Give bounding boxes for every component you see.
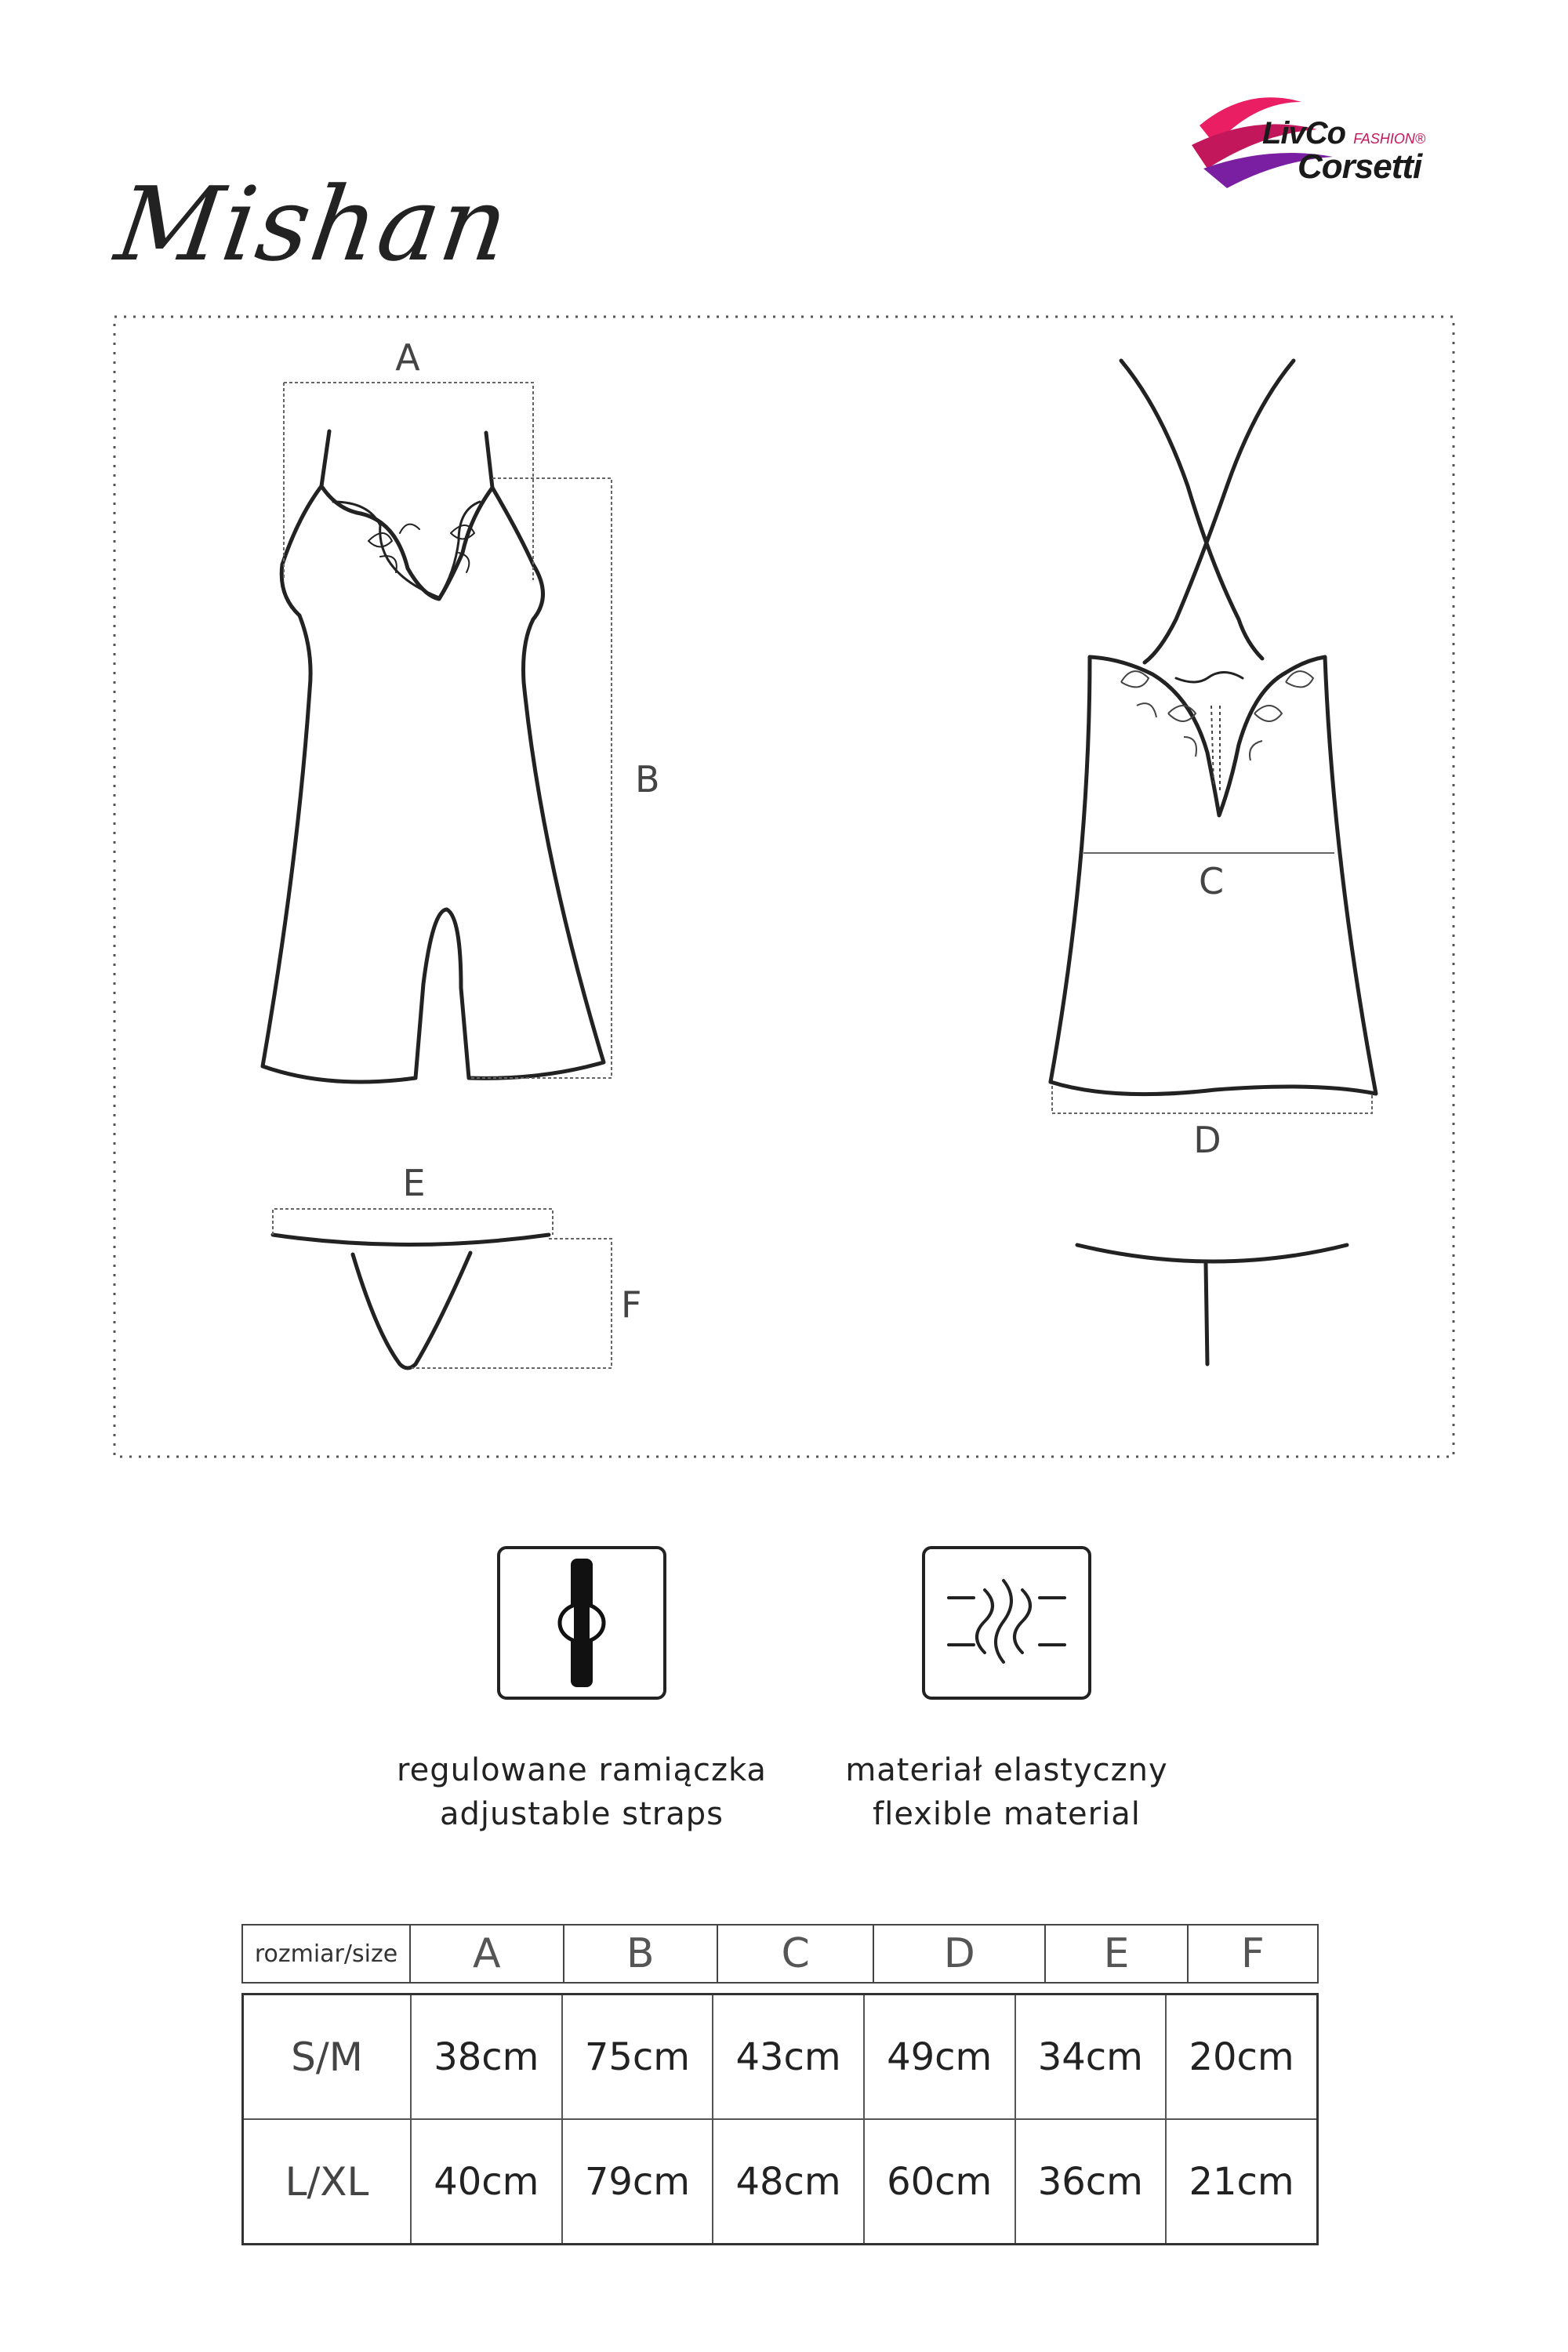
chemise-back-drawing — [1051, 361, 1376, 1094]
measure-cell: 43cm — [713, 1994, 864, 2120]
measure-cell: 36cm — [1015, 2119, 1167, 2245]
table-row — [243, 2119, 1318, 2245]
table-row — [242, 1925, 1318, 1983]
size-cell: S/M — [243, 1994, 412, 2120]
dimension-f-guide — [412, 1239, 612, 1368]
feature-label-pl: materiał elastyczny — [845, 1752, 1168, 1788]
header-cell: E — [1045, 1925, 1188, 1983]
feature-label-pl: regulowane ramiączka — [397, 1752, 767, 1788]
dimension-label-c: C — [1198, 860, 1225, 902]
header-cell: D — [873, 1925, 1045, 1983]
brand-fashion-tag: FASHION® — [1353, 131, 1426, 147]
dimension-b-guide — [469, 478, 612, 1078]
header-cell: rozmiar/size — [242, 1925, 410, 1983]
stretch-fabric-icon — [922, 1546, 1091, 1700]
dimension-label-f: F — [621, 1283, 642, 1326]
dimension-label-e: E — [402, 1162, 426, 1204]
brand-name-line2: Corsetti — [1298, 147, 1422, 186]
measure-cell: 49cm — [864, 1994, 1015, 2120]
feature-label-en: adjustable straps — [440, 1796, 724, 1832]
measure-cell: 60cm — [864, 2119, 1015, 2245]
measure-cell: 20cm — [1166, 1994, 1317, 2120]
header-cell: B — [564, 1925, 717, 1983]
header-cell: F — [1188, 1925, 1318, 1983]
size-cell: L/XL — [243, 2119, 412, 2245]
thong-front-drawing — [273, 1235, 549, 1368]
measure-cell: 21cm — [1166, 2119, 1317, 2245]
table-row — [243, 1994, 1318, 2120]
header-cell: A — [410, 1925, 564, 1983]
header-cell: C — [717, 1925, 873, 1983]
measure-cell: 40cm — [411, 2119, 562, 2245]
chemise-front-drawing — [263, 431, 604, 1082]
dimension-label-b: B — [635, 758, 660, 800]
adjustable-strap-icon — [497, 1546, 666, 1700]
size-table — [241, 1993, 1319, 2245]
measure-cell: 38cm — [411, 1994, 562, 2120]
measure-cell: 75cm — [562, 1994, 713, 2120]
thong-back-drawing — [1077, 1245, 1347, 1364]
product-title: Mishan — [109, 165, 517, 284]
measure-cell: 34cm — [1015, 1994, 1167, 2120]
feature-adjustable-straps — [347, 1748, 817, 1836]
dimension-e-guide — [273, 1209, 553, 1235]
diagram-dotted-frame — [114, 317, 1454, 1457]
feature-label-en: flexible material — [873, 1796, 1141, 1832]
brand-name-line1: LivCo FASHION® — [1262, 116, 1426, 151]
back-lace-pattern — [1121, 671, 1313, 792]
measure-cell: 79cm — [562, 2119, 713, 2245]
measure-cell: 48cm — [713, 2119, 864, 2245]
size-table-header — [241, 1924, 1319, 1984]
dimension-label-a: A — [395, 336, 420, 379]
feature-flexible-material — [771, 1748, 1242, 1836]
dimension-label-d: D — [1193, 1119, 1221, 1161]
